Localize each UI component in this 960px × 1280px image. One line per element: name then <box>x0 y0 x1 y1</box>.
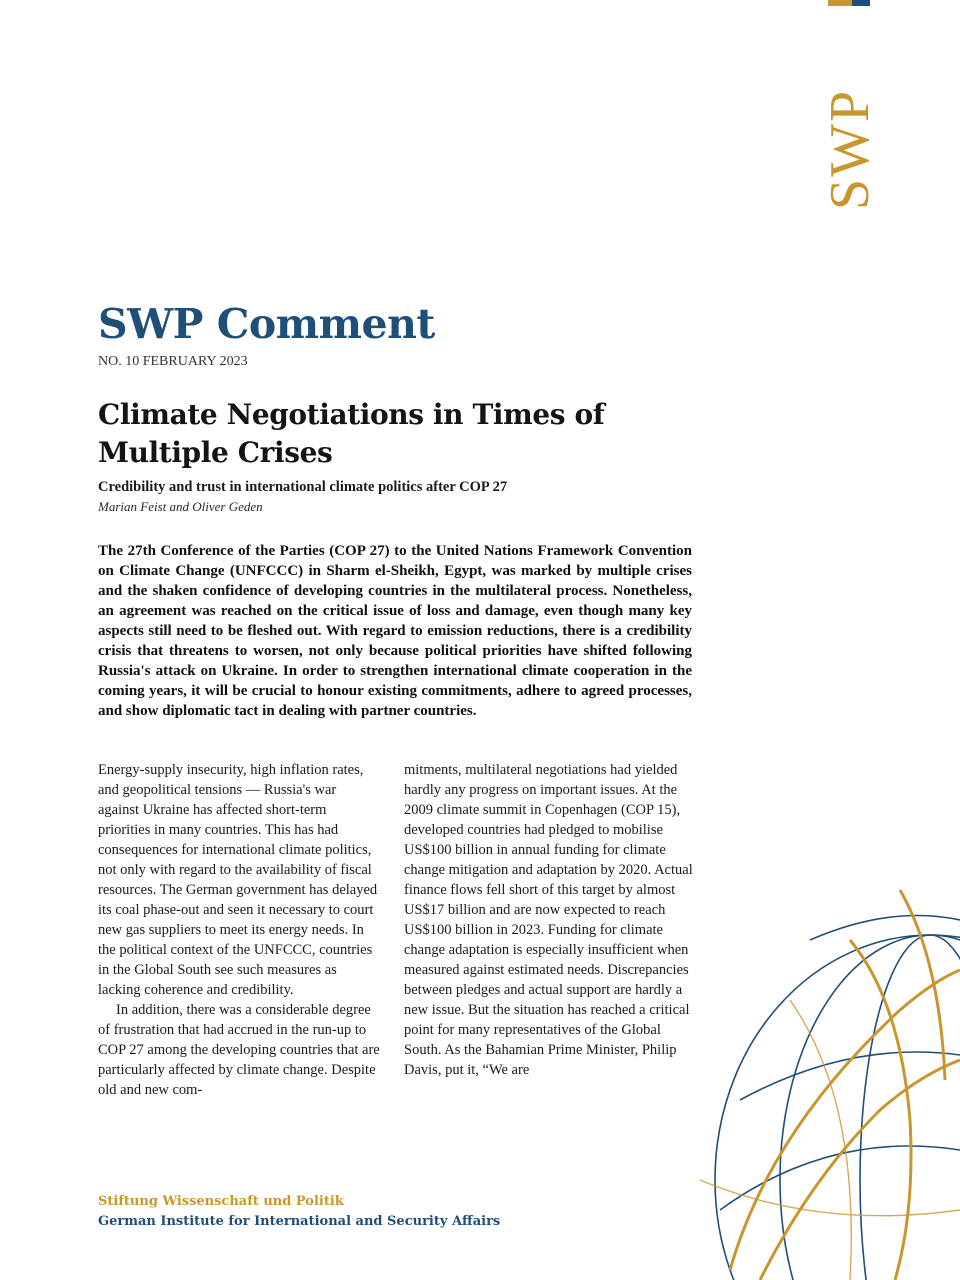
globe-icon <box>700 880 960 1280</box>
article-abstract: The 27th Conference of the Parties (COP 27) to the United Nations Framework Convention on Climate Change (UNFCCC) in Sharm el-Sheikh, Egypt, was marked by multiple crises and the shaken confidence of developing countries in the multilateral process. Nonetheless, an agreement was reached on the critical issue of loss and damage, even though many key aspects still need to be fleshed out. With regard to emission reductions, there is a credibility crisis that threatens to worsen, not only because political priorities have shifted following Russia's attack on Ukraine. In order to strengthen international climate cooperation in the coming years, it will be crucial to honour existing commitments, adhere to agreed processes, and show diplomatic tact in dealing with partner countries. <box>98 543 692 719</box>
article-authors: Marian Feist and Oliver Geden <box>98 499 263 514</box>
footer-institute-german: Stiftung Wissenschaft und Politik <box>98 1194 344 1209</box>
swp-logo: SWP <box>819 88 881 210</box>
corner-accent-blue <box>852 0 870 6</box>
body-paragraph: In addition, there was a considerable degree of frustration that had accrued in the run-up to COP 27 among the developing countries that are particularly affected by climate change. Despite old and new com- <box>98 1002 380 1098</box>
article-title: Climate Negotiations in Times of Multiple Crises <box>98 398 605 469</box>
corner-accent-gold <box>828 0 852 6</box>
body-column-left <box>98 760 380 1100</box>
body-paragraph: mitments, multilateral negotiations had yielded hardly any progress on important issues. At the 2009 climate summit in Copenhagen (COP 15), developed countries had pledged to mobilise US$100 billion in annual funding for climate change mitigation and adaptation by 2020. Actual finance flows fell short of this target by almost US$17 billion and are now expected to reach US$100 billion in 2023. Funding for climate change adaptation is especially insufficient when measured against estimated needs. Discrepancies between pledges and actual support are hardly a new issue. But the situation has reached a critical point for many representatives of the Global South. As the Bahamian Prime Minister, Philip Davis, put it, “We are <box>404 762 693 1078</box>
body-column-right <box>404 760 694 1080</box>
article-subtitle: Credibility and trust in international climate politics after COP 27 <box>98 479 508 495</box>
footer-institute-english: German Institute for International and Security Affairs <box>98 1214 501 1229</box>
issue-line: NO. 10 FEBRUARY 2023 <box>98 354 248 369</box>
series-title: SWP Comment <box>98 300 435 348</box>
body-paragraph: Energy-supply insecurity, high inflation rates, and geopolitical tensions — Russia's war against Ukraine has affected short-term priorities in many countries. This has had consequences for international climate politics, not only with regard to the availability of fiscal resources. The German government has delayed its coal phase-out and seen it necessary to court new gas suppliers to meet its energy needs. In the political context of the UNFCCC, countries in the Global South see such measures as lacking coherence and credibility. <box>98 762 378 998</box>
